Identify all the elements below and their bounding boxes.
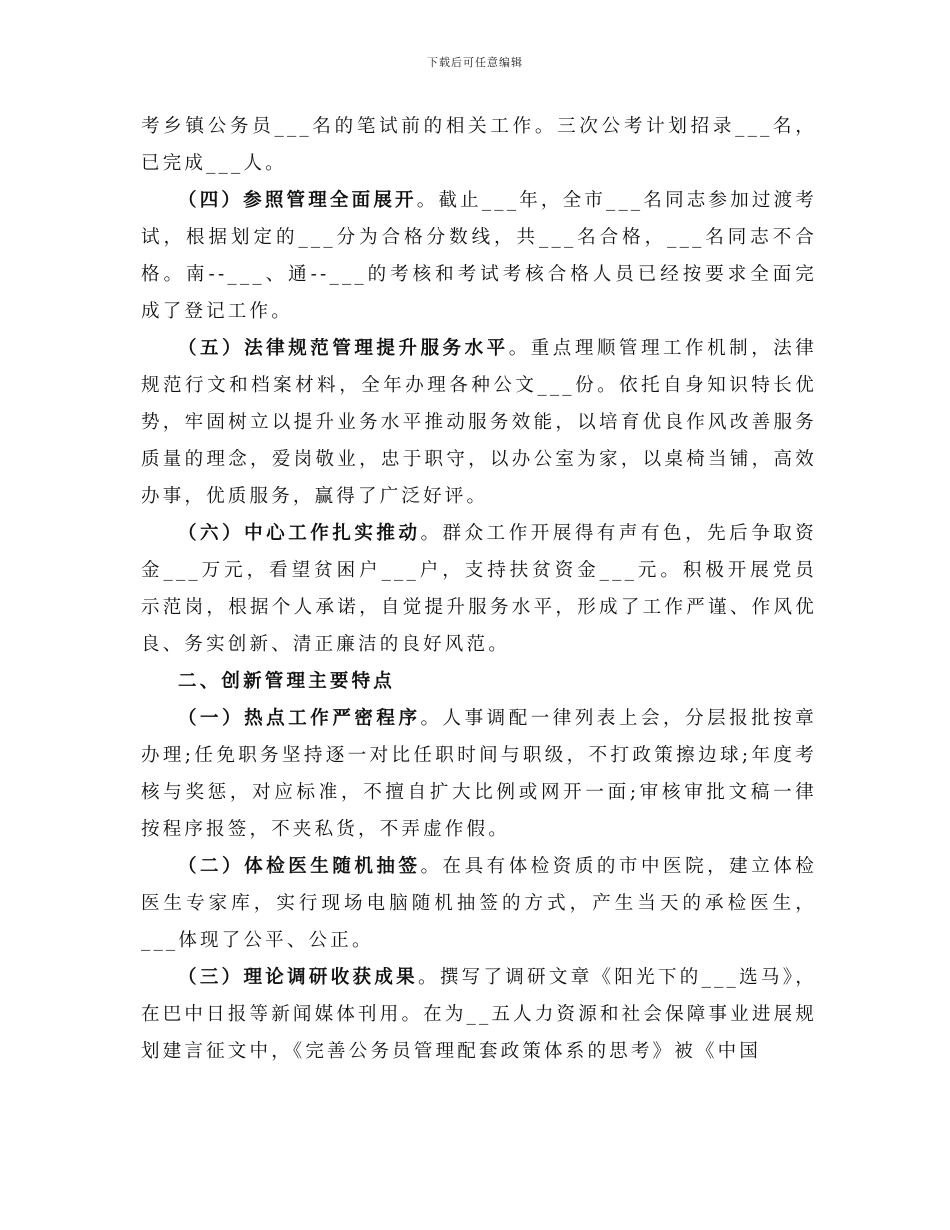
document-body bbox=[141, 108, 817, 1070]
paragraph-subsection-2 bbox=[141, 848, 817, 959]
paragraph-subsection-3 bbox=[141, 959, 817, 1070]
paragraph-lead: （三）理论调研收获成果 bbox=[178, 967, 418, 988]
paragraph-text: 。撰写了调研文章《阳光下的___选马》，在巴中日报等新闻媒体刊用。在为__五人力资源和社会保障事业进展规划建言征文中，《完善公务员管理配套政策体系的思考》被《中国 bbox=[141, 967, 817, 1062]
paragraph-text: 。重点理顺管理工作机制，法律规范行文和档案材料，全年办理各种公文___份。依托自身知识特长优势，牢固树立以提升业务水平推动服务效能，以培育优良作风改善服务质量的理念，爱岗敬业，忠于职守，以办公室为家，以桌椅当铺，高效办事，优质服务，赢得了广泛好评。 bbox=[141, 338, 817, 507]
paragraph-text: 。人事调配一律列表上会，分层报批按章办理;任免职务坚持逐一对比任职时间与职级，不打政策擦边球;年度考核与奖惩，对应标准，不擅自扩大比例或网开一面;审核审批文稿一律按程序报签，不夹私货，不弄虚作假。 bbox=[141, 708, 817, 840]
paragraph-section-4 bbox=[141, 182, 817, 330]
paragraph-lead: （二）体检医生随机抽签 bbox=[178, 856, 421, 877]
paragraph-section-5 bbox=[141, 330, 817, 515]
paragraph-text: 。截止___年，全市___名同志参加过渡考试，根据划定的___分为合格分数线，共___名合格，___名同志不合格。南--___、通--___的考核和考试考核合格人员已经按要求全面完成了登记工作。 bbox=[141, 190, 818, 322]
section-heading: 二、创新管理主要特点 bbox=[178, 671, 396, 692]
paragraph-text: 。在具有体检资质的市中医院，建立体检医生专家库，实行现场电脑随机抽签的方式，产生当天的承检医生，___体现了公平、公正。 bbox=[141, 856, 817, 951]
paragraph-text: 。群众工作开展得有声有色，先后争取资金___万元，看望贫困户___户，支持扶贫资金___元。积极开展党员示范岗，根据个人承诺，自觉提升服务水平，形成了工作严谨、作风优良、务实创新、清正廉洁的良好风范。 bbox=[141, 523, 817, 655]
paragraph-section-6 bbox=[141, 515, 817, 663]
paragraph-lead: （一）热点工作严密程序 bbox=[178, 708, 421, 729]
page-header: 下载后可任意编辑 bbox=[427, 56, 523, 69]
paragraph-continuation bbox=[141, 108, 817, 182]
paragraph-lead: （五）法律规范管理提升服务水平 bbox=[178, 338, 509, 359]
paragraph-lead: （四）参照管理全面展开 bbox=[178, 190, 417, 211]
paragraph-text: 考乡镇公务员___名的笔试前的相关工作。三次公考计划招录___名，已完成___人。 bbox=[141, 116, 817, 174]
paragraph-lead: （六）中心工作扎实推动 bbox=[178, 523, 421, 544]
paragraph-subsection-1 bbox=[141, 700, 817, 848]
